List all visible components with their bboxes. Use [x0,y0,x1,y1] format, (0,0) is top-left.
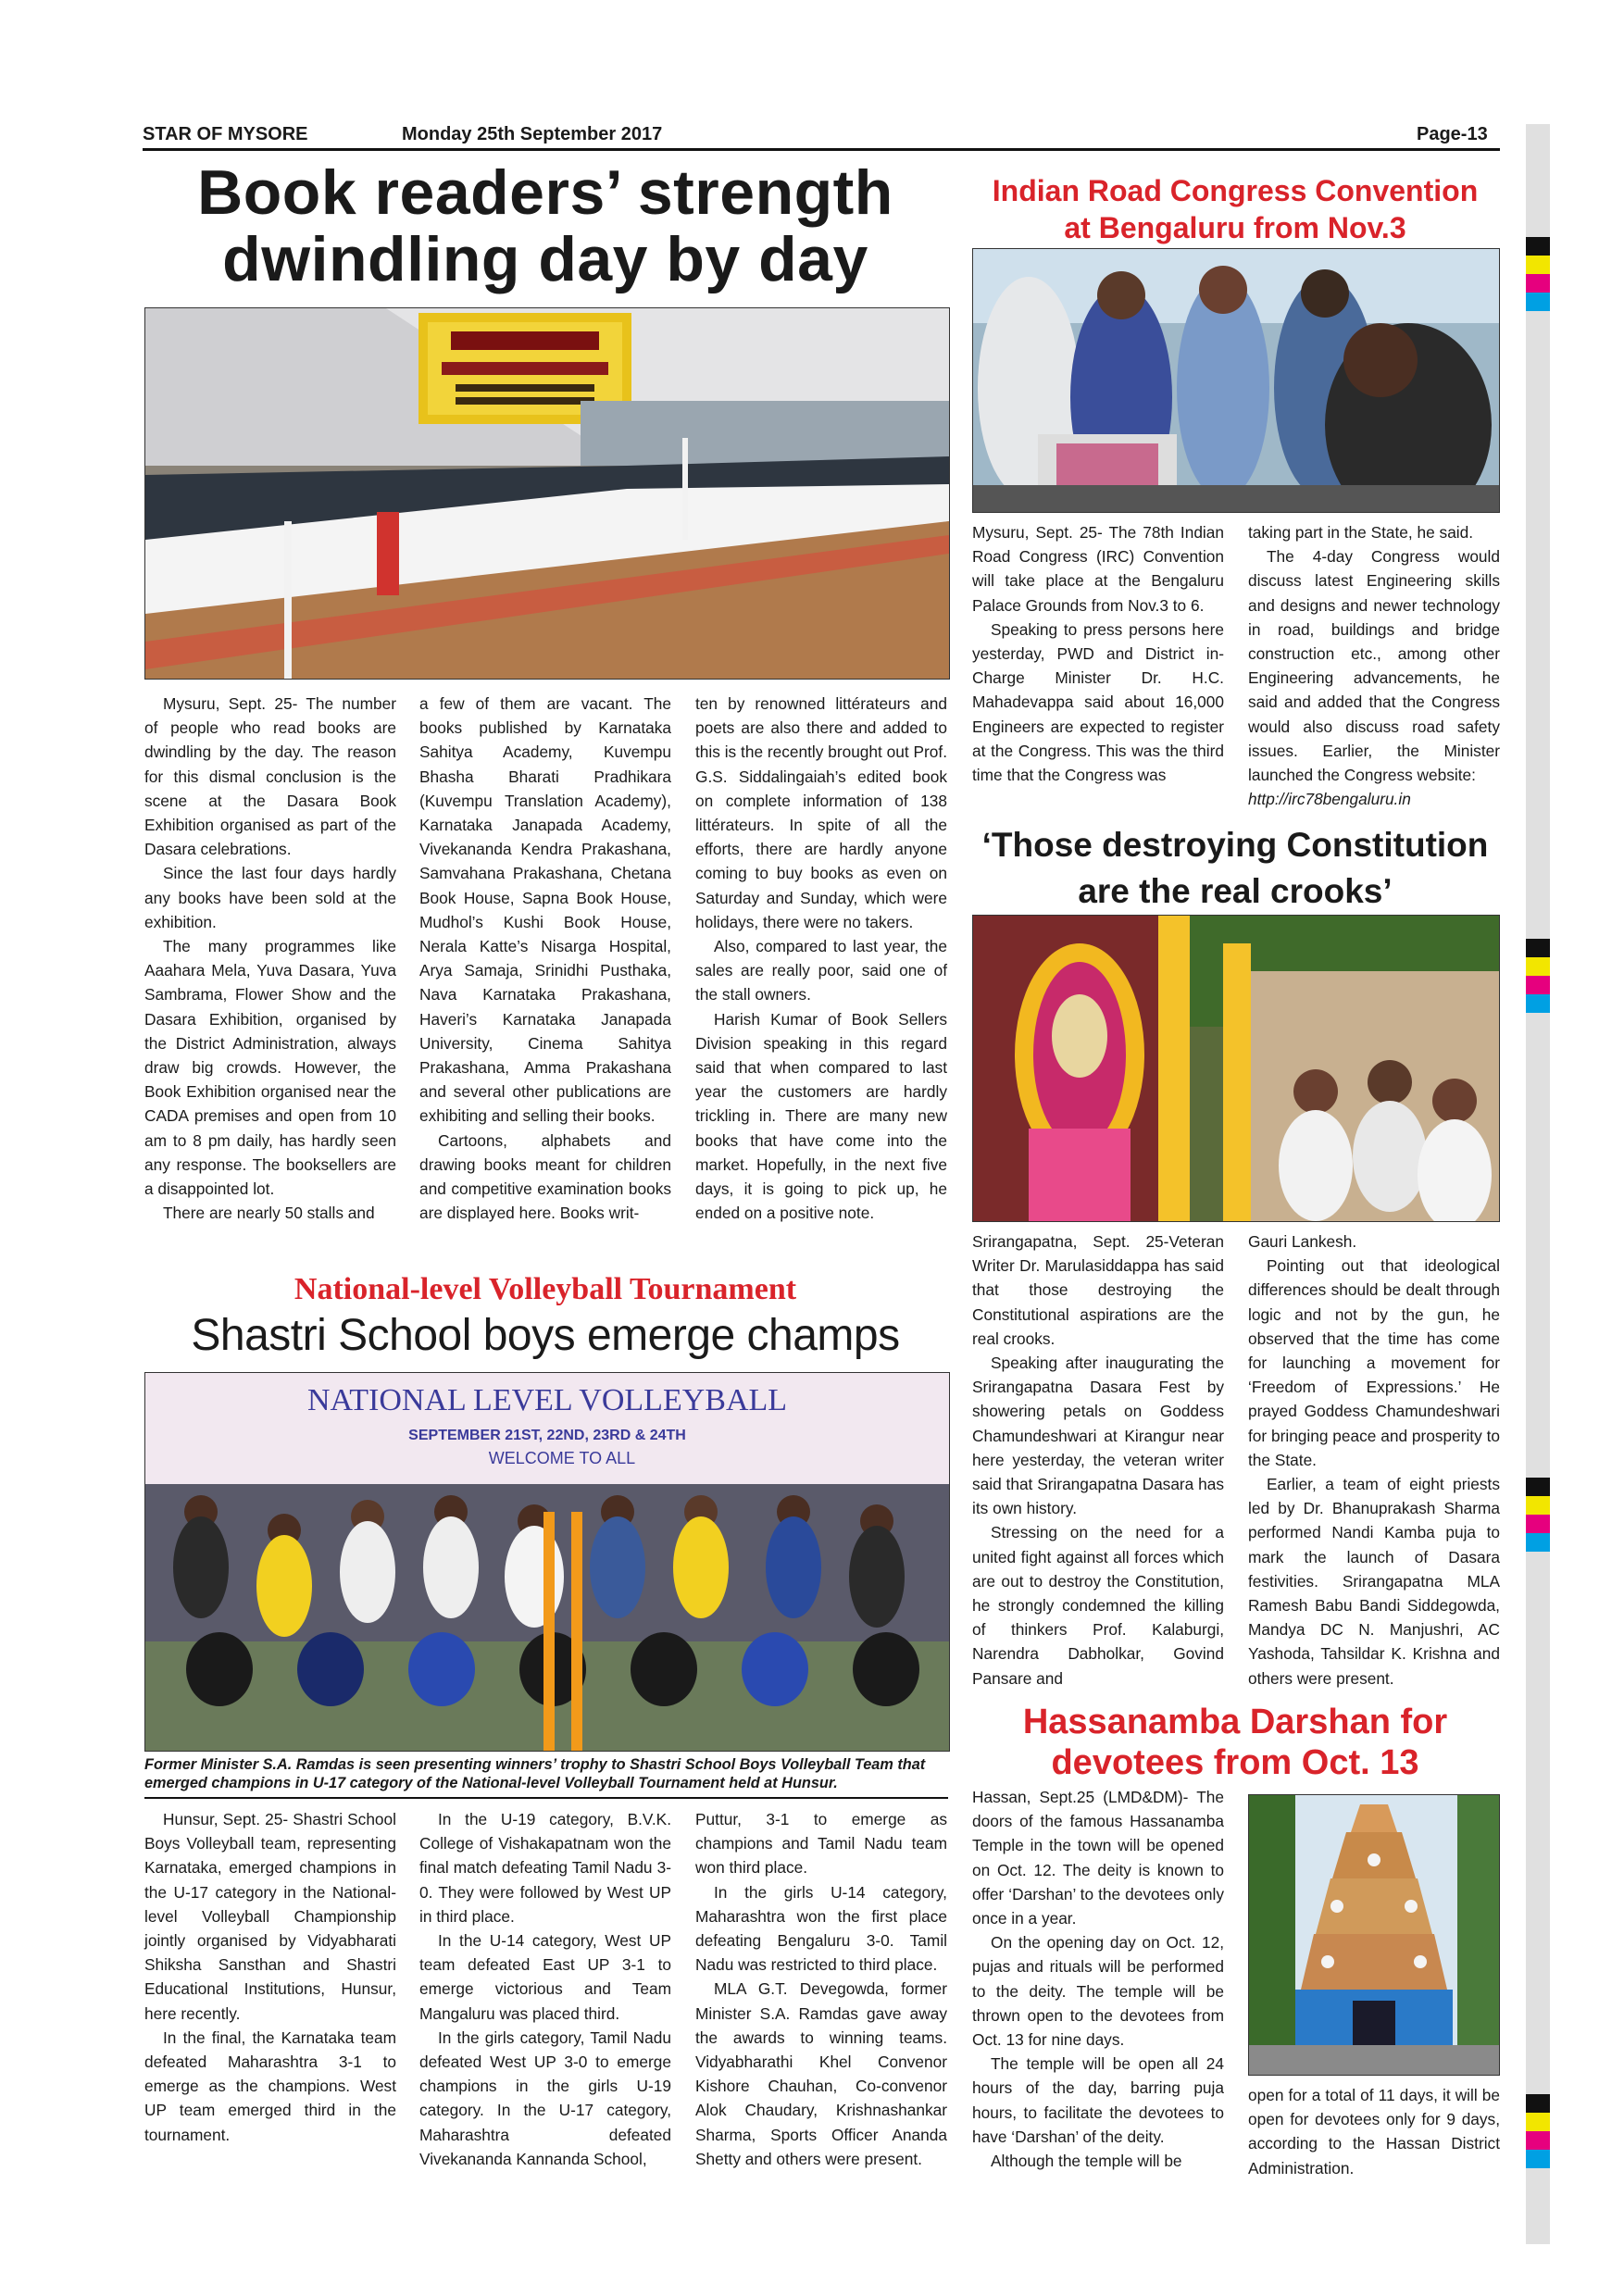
book-p8: Also, compared to last year, the sales are really poor, said one of the stall owners. [695,937,947,1004]
book-col-3 [695,692,947,1225]
constitution-p6: Earlier, a team of eight priests led by Dr. Bhanuprakash Sharma performed Nandi Kamba puja to mark the launch of Dasara festivities. Srirangapatna MLA Ramesh Babu Bandi Siddegowda, Mandya DC N. Manjushri, AC Yashoda, Tahsildar K. Krishna and others were present. [1248,1475,1500,1688]
volley-col-3 [695,1807,947,2171]
irc-p4: The 4-day Congress would discuss latest Engineering skills and designs and newer technology in road, buildings and bridge construction etc., among other Engineering advancements, he said and added that the Congress would also discuss road safety issues. Earlier, the Minister launched the Congress website: [1248,547,1500,785]
book-headline-line1: Book readers’ strength [197,157,893,228]
volley-col-2 [419,1807,671,2171]
book-headline-line2: dwindling day by day [222,224,868,294]
hassan-p1: Hassan, Sept.25 (LMD&DM)- The doors of the famous Hassanamba Temple in the town will be opened on Oct. 12. The deity is known to offer ‘Darshan’ to the devotees only once in a year. [972,1788,1224,1928]
volleyball-team-photo [144,1372,950,1752]
book-p7: ten by renowned littérateurs and poets are also there and added to this is the recently brought out Prof. G.S. Siddalingaiah’s edited book on complete information of 138 littérateurs. In spite of all the efforts, there are hardly anyone coming to buy books as even on Saturday and Sunday, which were holidays, there were no takers. [695,694,947,931]
constitution-p2: Speaking after inaugurating the Srirangapatna Dasara Fest by showering petals on Goddess Chamundeshwari at Kirangur near here yesterday, the veteran writer said that Srirangapatna Dasara has its own history. [972,1354,1224,1518]
irc-p1: Mysuru, Sept. 25- The 78th Indian Road Congress (IRC) Convention will take place at the Bengaluru Palace Grounds from Nov.3 to 6. [972,523,1224,615]
volley-headline: Shastri School boys emerge champs [191,1311,900,1360]
volley-p1: Hunsur, Sept. 25- Shastri School Boys Volleyball team, representing Karnataka, emerged champions in the U-17 category in the National-level Volleyball Championship jointly organised by Vidyabharati Shiksha Sansthan and Shastri Educational Institutions, Hunsur, here recently. [144,1810,396,2023]
issue-date: Monday 25th September 2017 [402,124,663,144]
constitution-col-2 [1248,1229,1500,1691]
constitution-p5: Pointing out that ideological differences should be dealt through logic and not by the gun, he observed that the time has come for launching a movement for ‘Freedom of Expressions.’ He prayed Goddess Chamundeshwari for bringing peace and prosperity to the State. [1248,1256,1500,1469]
volley-banner-welcome: WELCOME TO ALL [488,1449,636,1467]
volley-p8: MLA G.T. Devegowda, former Minister S.A. Ramdas gave away the awards to winning teams. Vidyabharathi Khel Convenor Kishore Chauhan, Co-convenor Alok Chaudary, Krishnashankar Sharma, Sports Officer Ananda Shetty and others were present. [695,1979,947,2168]
chamundeshwari-photo [972,915,1500,1222]
hassan-p5: open for a total of 11 days, it will be open for devotees only for 9 days, according to the Hassan District Administration. [1248,2086,1500,2177]
irc-headline-line1: Indian Road Congress Convention [992,174,1479,207]
book-p6: Cartoons, alphabets and drawing books meant for children and competitive examination books are displayed here. Books writ- [419,1130,671,1223]
hassanamba-temple-photo [1248,1794,1500,2076]
irc-col-2 [1248,520,1500,811]
irc-headline [970,172,1500,246]
book-headline [143,159,948,293]
volley-col-1 [144,1807,396,2147]
irc-col-1 [972,520,1224,787]
book-col-2 [419,692,671,1225]
irc-website-link[interactable]: http://irc78bengaluru.in [1248,790,1411,809]
volley-p2: In the final, the Karnataka team defeated Maharashtra 3-1 to emerge as the champions. West UP team emerged third in the tournament. [144,2028,396,2144]
volley-banner-text: NATIONAL LEVEL VOLLEYBALL [306,1383,788,1417]
irc-headline-line2: at Bengaluru from Nov.3 [1064,211,1406,244]
volley-p6: Puttur, 3-1 to emerge as champions and Tamil Nadu team won third place. [695,1810,947,1878]
volley-kicker: National-level Volleyball Tournament [294,1272,797,1306]
book-p1: Mysuru, Sept. 25- The number of people who read books are dwindling by the day. The reason for this dismal conclusion is the scene at the Dasara Book Exhibition organised as part of the Dasara celebrations. [144,694,396,859]
hassan-col-1 [972,1785,1224,2173]
constitution-headline-line1: ‘Those destroying Constitution [981,826,1489,864]
margin-strip [1526,124,1550,2244]
constitution-headline [970,822,1500,915]
registration-marks-2 [1526,939,1550,1013]
volley-banner-dates: SEPTEMBER 21ST, 22ND, 23RD & 24TH [408,1428,686,1443]
irc-p2: Speaking to press persons here yesterday, PWD and District in-Charge Minister Dr. H.C. Mahadevappa said about 16,000 Engineers are expected to register at the Congress. This was the third time that the Congress was [972,619,1224,785]
constitution-p3: Stressing on the need for a united fight against all forces which are out to destroy the Constitution, he strongly condemned the killing of thinkers Prof. Kalaburgi, Narendra Dabholkar, Govind Pansare and [972,1523,1224,1688]
paper-name: STAR OF MYSORE [143,124,308,144]
volley-p4: In the U-14 category, West UP team defeated East UP 3-1 to emerge victorious and Team Mangaluru was placed third. [419,1931,671,2023]
book-col-1 [144,692,396,1225]
irc-p3: taking part in the State, he said. [1248,523,1474,542]
book-p2: Since the last four days hardly any books have been sold at the exhibition. [144,864,396,931]
book-p4: There are nearly 50 stalls and [163,1204,375,1223]
caption-rule [144,1797,948,1799]
book-p3: The many programmes like Aaahara Mela, Yuva Dasara, Yuva Sambrama, Flower Show and the Dasara Exhibition, organised by the District Administration, always draw big crowds. However, the Book Exhibition organised near the CADA premises and open from 10 am to 8 pm daily, has hardly seen any response. The booksellers are a disappointed lot. [144,937,396,1199]
volley-p7: In the girls U-14 category, Maharashtra won the first place defeating Bengaluru 3-0. Tamil Nadu was restricted to third place. [695,1882,947,1975]
book-p9: Harish Kumar of Book Sellers Division speaking in this regard said that when compared to last year the customers are hardly trickling in. There are many new books that have come into the market. Hopefully, in the next five days, it is going to pick up, he ended on a positive note. [695,1009,947,1223]
registration-marks-4 [1526,2094,1550,2168]
irc-photo [972,248,1500,513]
constitution-headline-line2: are the real crooks’ [1078,872,1393,910]
hassan-p2: On the opening day on Oct. 12, pujas and rituals will be performed to the deity. The temple will be thrown open to the devotees from Oct. 13 for nine days. [972,1933,1224,2050]
hassan-col-2 [1248,2083,1500,2180]
hassan-p3: The temple will be open all 24 hours of the day, barring puja hours, to facilitate the devotees to have ‘Darshan’ of the deity. [972,2054,1224,2146]
constitution-p4: Gauri Lankesh. [1248,1232,1357,1251]
volley-p3: In the U-19 category, B.V.K. College of Vishakapatnam won the final match defeating Tamil Nadu 3-0. They were followed by West UP in third place. [419,1810,671,1926]
hassan-headline [970,1702,1500,1783]
header-rule [143,148,1500,151]
constitution-col-1 [972,1229,1224,1691]
book-exhibition-photo [144,307,950,680]
hassan-headline-line1: Hassanamba Darshan for [1022,1703,1448,1741]
page-number: Page-13 [1417,124,1488,144]
hassan-p4: Although the temple will be [991,2152,1182,2171]
volley-p5: In the girls category, Tamil Nadu defeated West UP 3-0 to emerge champions in the girls U-19 category. In the U-17 category, Maharashtra defeated Vivekananda Kannanda School, [419,2028,671,2168]
constitution-p1: Srirangapatna, Sept. 25-Veteran Writer Dr. Marulasiddappa has said that those destroying the Constitutional aspirations are the real crooks. [972,1232,1224,1348]
registration-marks-3 [1526,1478,1550,1552]
hassan-headline-line2: devotees from Oct. 13 [1051,1743,1419,1782]
volley-photo-caption: Former Minister S.A. Ramdas is seen presenting winners’ trophy to Shastri School Boys Volleyball Team that emerged champions in U-17 category of the National-level Volleyball Tournament held at Hunsur. [144,1756,926,1791]
registration-marks-1 [1526,237,1550,311]
book-p5: a few of them are vacant. The books published by Karnataka Sahitya Academy, Kuvempu Bhasha Bharati Pradhikara (Kuvempu Translation Academy), Karnataka Janapada Academy, Vivekananda Kendra Prakashana, Samvahana Prakashana, Chetana Book House, Sapna Book House, Mudhol’s Kushi Book House, Nerala Katte’s Nisarga Hospital, Arya Samaja, Srinidhi Pusthaka, Nava Karnataka Prakashana, Haveri’s Karnataka Janapada University, Cinema Sahitya Prakashana, Amma Prakashana and several other publications are exhibiting and selling their books. [419,694,671,1126]
